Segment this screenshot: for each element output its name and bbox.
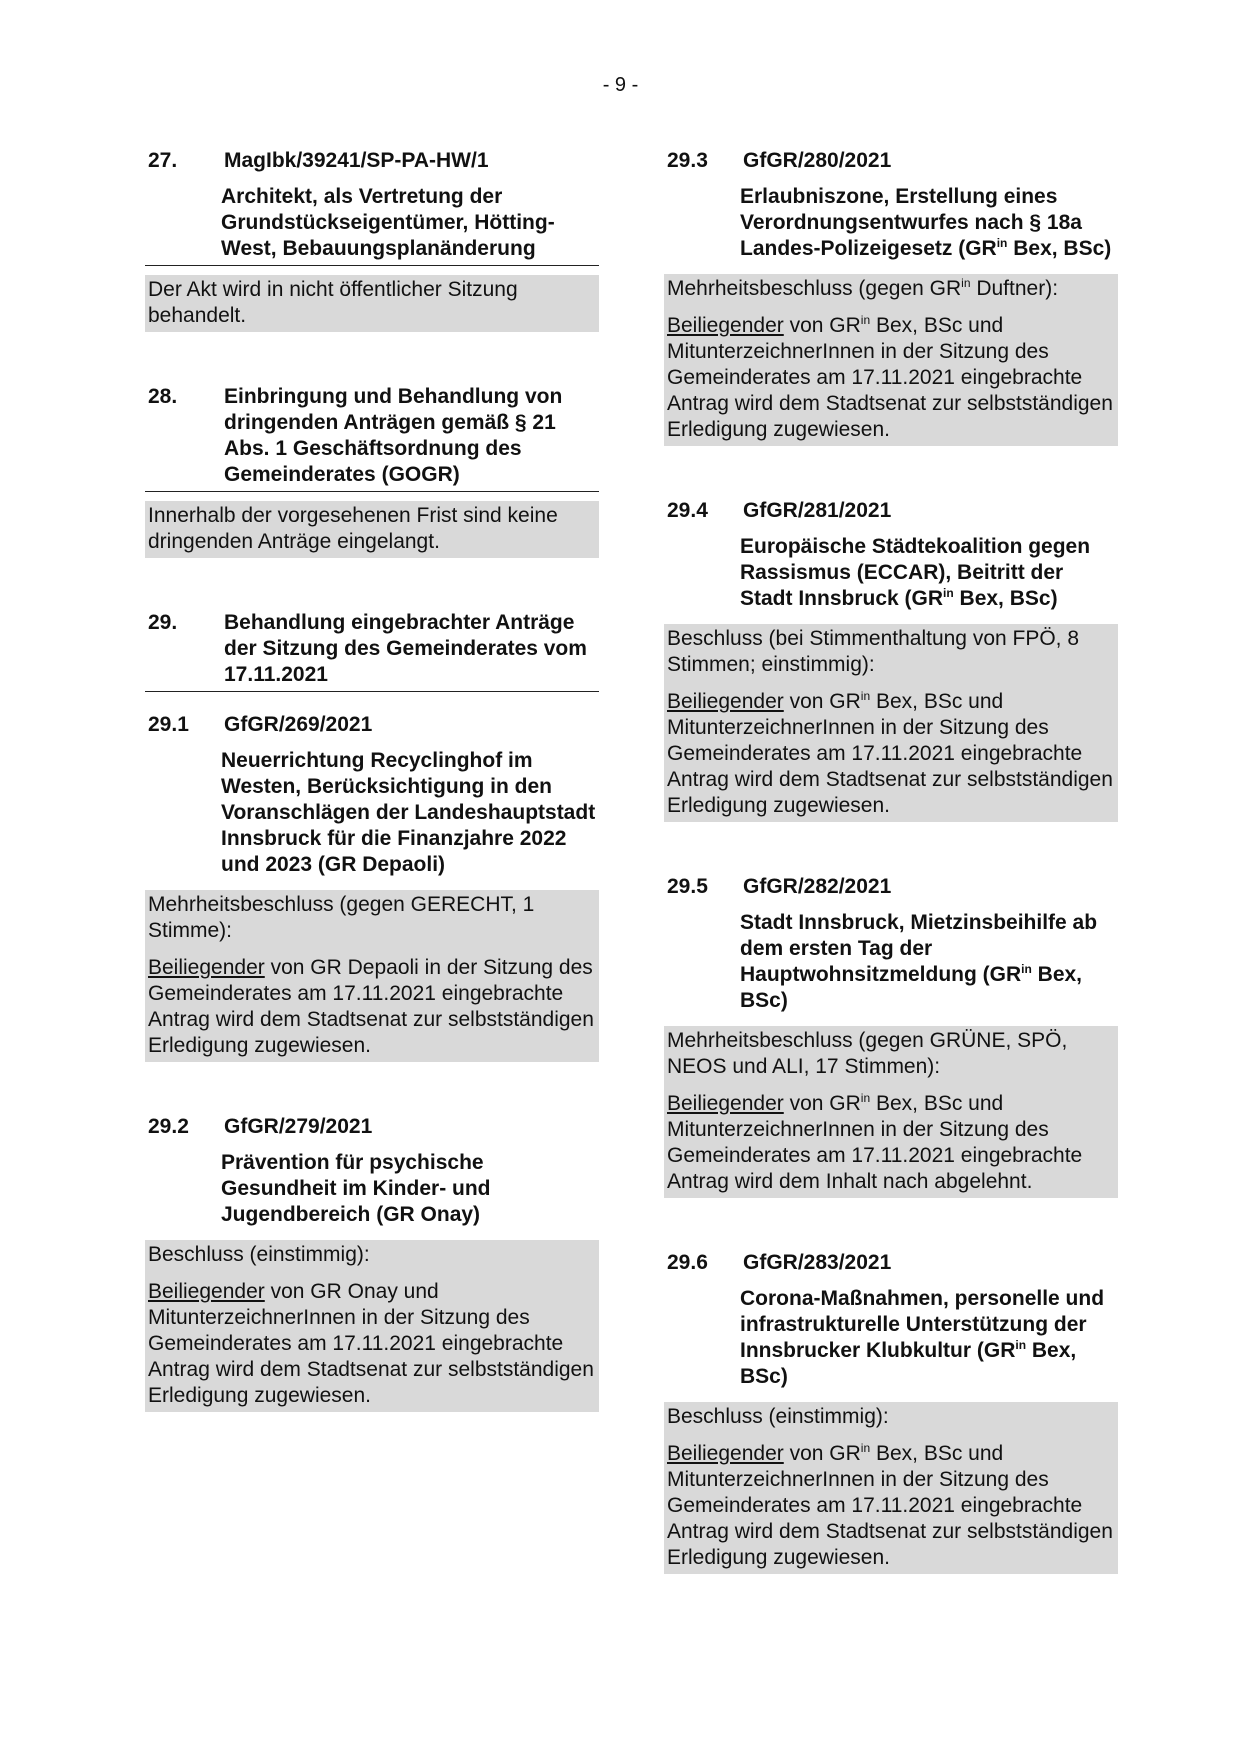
decision-body: von GR Depaoli in der Sitzung des Gemeinderates am 17.11.2021 eingebrachte Antrag wird dem Stadtsenat zur selbstständigen Erledigung zugewiesen. xyxy=(148,956,594,1057)
item-heading xyxy=(664,1250,1118,1276)
item-number: 28. xyxy=(148,385,178,408)
agenda-item-29-4 xyxy=(664,498,1118,822)
item-number: 29.1 xyxy=(148,713,189,736)
item-heading xyxy=(145,1114,599,1140)
item-heading xyxy=(145,610,599,692)
decision-box xyxy=(664,1402,1118,1574)
decision-text: Beiliegender von $GR^{in}$ Bex, BSc und MitunterzeichnerInnen in der Sitzung des Gemeinderates am 17.11.2021 eingebrachte Antrag wird dem Stadtsenat zur selbstständigen Erledigung zugewiesen. xyxy=(667,1441,1113,1569)
agenda-item-29-5 xyxy=(664,874,1118,1198)
underlined-lead: Beiliegender xyxy=(667,1092,784,1115)
decision-text: Beiliegender von $GR^{in}$ Bex, BSc und MitunterzeichnerInnen in der Sitzung des Gemeinderates am 17.11.2021 eingebrachte Antrag wird dem Stadtsenat zur selbstständigen Erledigung zugewiesen. xyxy=(667,689,1113,817)
item-number: 29.3 xyxy=(667,149,708,172)
item-title: Europäische Städtekoalition gegen Rassismus (ECCAR), Beitritt der Stadt Innsbruck ($GR^{in}$ Bex, BSc) xyxy=(740,535,1091,610)
decision-body: von GR Onay und MitunterzeichnerInnen in der Sitzung des Gemeinderates am 17.11.2021 eingebrachte Antrag wird dem Stadtsenat zur selbstständigen Erledigung zugewiesen. xyxy=(148,1280,594,1407)
decision-box xyxy=(664,624,1118,822)
item-heading xyxy=(664,874,1118,900)
item-title: Einbringung und Behandlung von dringenden Anträgen gemäß § 21 Abs. 1 Geschäftsordnung des Gemeinderates (GOGR) xyxy=(224,385,563,486)
item-number: 29.5 xyxy=(667,875,708,898)
item-heading xyxy=(145,384,599,492)
item-title: Behandlung eingebrachter Anträge der Sitzung des Gemeinderates vom 17.11.2021 xyxy=(224,611,587,686)
item-heading xyxy=(145,148,599,174)
item-number: 29. xyxy=(148,611,178,634)
underlined-lead: Beiliegender xyxy=(667,314,784,337)
agenda-item-28 xyxy=(145,384,599,558)
underlined-lead: Beiliegender xyxy=(148,1280,265,1303)
item-number: 29.4 xyxy=(667,499,708,522)
decision-box xyxy=(145,890,599,1062)
decision-box xyxy=(145,275,599,332)
item-title: Architekt, als Vertretung der Grundstückseigentümer, Hötting-West, Bebauungsplanänderung xyxy=(145,184,599,266)
left-column xyxy=(145,148,599,1412)
decision-text: Der Akt wird in nicht öffentlicher Sitzung behandelt. xyxy=(148,278,518,327)
agenda-item-27 xyxy=(145,148,599,332)
decision-box xyxy=(145,501,599,558)
decision-label: Mehrheitsbeschluss (gegen GRÜNE, SPÖ, NEOS und ALI, 17 Stimmen): xyxy=(667,1029,1068,1078)
agenda-item-29-6 xyxy=(664,1250,1118,1574)
decision-text: Beiliegender von $GR^{in}$ Bex, BSc und MitunterzeichnerInnen in der Sitzung des Gemeinderates am 17.11.2021 eingebrachte Antrag wird dem Stadtsenat zur selbstständigen Erledigung zugewiesen. xyxy=(667,313,1113,441)
agenda-item-29-3 xyxy=(664,148,1118,446)
item-title: Stadt Innsbruck, Mietzinsbeihilfe ab dem ersten Tag der Hauptwohnsitzmeldung ($GR^{in}$ Bex, BSc) xyxy=(740,911,1098,1012)
agenda-item-29 xyxy=(145,610,599,692)
decision-label: Beschluss (einstimmig): xyxy=(667,1405,889,1428)
item-title: Prävention für psychische Gesundheit im Kinder- und Jugendbereich (GR Onay) xyxy=(221,1151,491,1226)
agenda-item-29-1 xyxy=(145,712,599,1062)
decision-text xyxy=(148,1279,596,1409)
underlined-lead: Beiliegender xyxy=(667,690,784,713)
item-code: GfGR/282/2021 xyxy=(743,875,892,898)
decision-text: Innerhalb der vorgesehenen Frist sind keine dringenden Anträge eingelangt. xyxy=(148,504,558,553)
right-column xyxy=(664,148,1118,1574)
item-code: GfGR/279/2021 xyxy=(224,1115,373,1138)
item-code: MagIbk/39241/SP-PA-HW/1 xyxy=(224,149,489,172)
item-code: GfGR/281/2021 xyxy=(743,499,892,522)
item-title: Erlaubniszone, Erstellung eines Verordnungsentwurfes nach § 18a Landes-Polizeigesetz ($GR^{in}$ Bex, BSc) xyxy=(740,185,1112,260)
decision-box xyxy=(145,1240,599,1412)
item-title: Corona-Maßnahmen, personelle und infrastrukturelle Unterstützung der Innsbrucker Klubkultur ($GR^{in}$ Bex, BSc) xyxy=(740,1287,1105,1388)
decision-text: Beiliegender von $GR^{in}$ Bex, BSc und MitunterzeichnerInnen in der Sitzung des Gemeinderates am 17.11.2021 eingebrachte Antrag wird dem Inhalt nach abgelehnt. xyxy=(667,1091,1083,1193)
item-heading xyxy=(145,712,599,738)
item-number: 27. xyxy=(148,149,178,172)
agenda-item-29-2 xyxy=(145,1114,599,1412)
page-number: - 9 - xyxy=(602,74,639,96)
decision-label: Beschluss (einstimmig): xyxy=(148,1243,370,1266)
decision-label: Mehrheitsbeschluss (gegen GERECHT, 1 Stimme): xyxy=(148,893,535,942)
decision-text xyxy=(148,955,596,1059)
decision-box xyxy=(664,1026,1118,1198)
item-number: 29.2 xyxy=(148,1115,189,1138)
underlined-lead: Beiliegender xyxy=(667,1442,784,1465)
decision-label: Beschluss (bei Stimmenthaltung von FPÖ, 8 Stimmen; einstimmig): xyxy=(667,627,1080,676)
item-number: 29.6 xyxy=(667,1251,708,1274)
item-heading xyxy=(664,498,1118,524)
item-title: Neuerrichtung Recyclinghof im Westen, Berücksichtigung in den Voranschlägen der Landeshauptstadt Innsbruck für die Finanzjahre 2022 und 2023 (GR Depaoli) xyxy=(221,749,596,876)
underlined-lead: Beiliegender xyxy=(148,956,265,979)
item-code: GfGR/283/2021 xyxy=(743,1251,892,1274)
decision-label: Mehrheitsbeschluss (gegen $GR^{in}$ Duftner): xyxy=(667,276,1059,300)
decision-box xyxy=(664,274,1118,446)
item-heading xyxy=(664,148,1118,174)
item-code: GfGR/269/2021 xyxy=(224,713,373,736)
item-code: GfGR/280/2021 xyxy=(743,149,892,172)
